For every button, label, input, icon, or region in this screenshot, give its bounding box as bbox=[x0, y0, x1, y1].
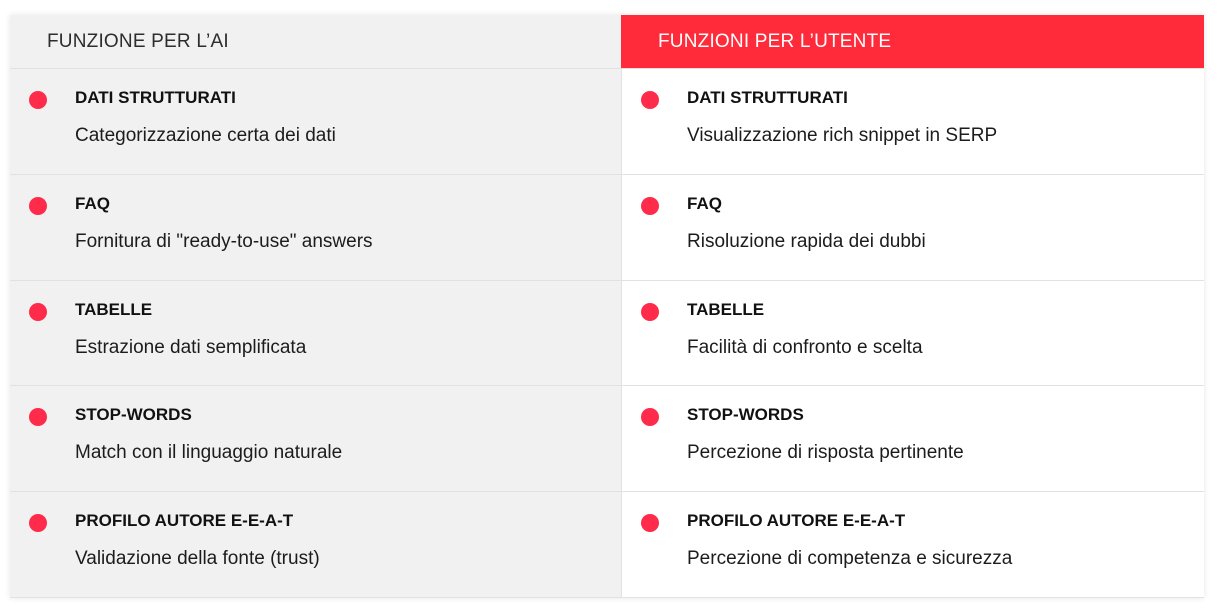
row-description: Categorizzazione certa dei dati bbox=[75, 125, 336, 146]
bullet-dot-icon bbox=[641, 197, 659, 215]
bullet-dot-icon bbox=[641, 408, 659, 426]
row-title: PROFILO AUTORE E-E-A-T bbox=[687, 511, 906, 531]
bullet-dot-icon bbox=[29, 91, 47, 109]
table-row-cell-right bbox=[621, 491, 1204, 597]
row-description: Percezione di competenza e sicurezza bbox=[687, 548, 1013, 570]
row-description: Visualizzazione rich snippet in SERP bbox=[687, 125, 998, 146]
table-row-cell-right bbox=[621, 174, 1204, 280]
table-row-cell-left bbox=[10, 280, 621, 386]
bullet-dot-icon bbox=[29, 197, 47, 215]
comparison-table bbox=[10, 15, 1204, 598]
row-description: Risoluzione rapida dei dubbi bbox=[687, 230, 926, 252]
row-title: DATI STRUTTURATI bbox=[75, 88, 236, 107]
bullet-dot-icon bbox=[29, 408, 47, 426]
row-description: Facilità di confronto e scelta bbox=[687, 336, 923, 358]
bullet-dot-icon bbox=[641, 514, 659, 532]
header-user: FUNZIONI PER L’UTENTE bbox=[621, 15, 1204, 68]
row-title: PROFILO AUTORE E-E-A-T bbox=[75, 511, 294, 531]
bullet-dot-icon bbox=[29, 303, 47, 321]
row-description: Match con il linguaggio naturale bbox=[75, 442, 343, 464]
table-row-cell-left bbox=[10, 68, 621, 174]
table-row-cell-left bbox=[10, 491, 621, 597]
table-row-cell-left bbox=[10, 385, 621, 491]
table-row-cell-right bbox=[621, 68, 1204, 174]
table-row-cell-right bbox=[621, 280, 1204, 386]
row-title: STOP-WORDS bbox=[687, 405, 804, 425]
row-description: Validazione della fonte (trust) bbox=[75, 548, 320, 570]
header-ai: FUNZIONE PER L’AI bbox=[10, 15, 621, 68]
bullet-dot-icon bbox=[641, 91, 659, 109]
row-title: STOP-WORDS bbox=[75, 405, 192, 425]
row-description: Percezione di risposta pertinente bbox=[687, 442, 964, 464]
row-title: FAQ bbox=[687, 193, 722, 213]
bullet-dot-icon bbox=[29, 514, 47, 532]
row-description: Estrazione dati semplificata bbox=[75, 336, 307, 358]
row-title: TABELLE bbox=[687, 299, 765, 319]
row-title: FAQ bbox=[75, 193, 110, 213]
bullet-dot-icon bbox=[641, 303, 659, 321]
row-description: Fornitura di "ready-to-use" answers bbox=[75, 230, 373, 252]
row-title: DATI STRUTTURATI bbox=[687, 88, 848, 107]
table-row-cell-left bbox=[10, 174, 621, 280]
table-row-cell-right bbox=[621, 385, 1204, 491]
row-title: TABELLE bbox=[75, 299, 153, 319]
